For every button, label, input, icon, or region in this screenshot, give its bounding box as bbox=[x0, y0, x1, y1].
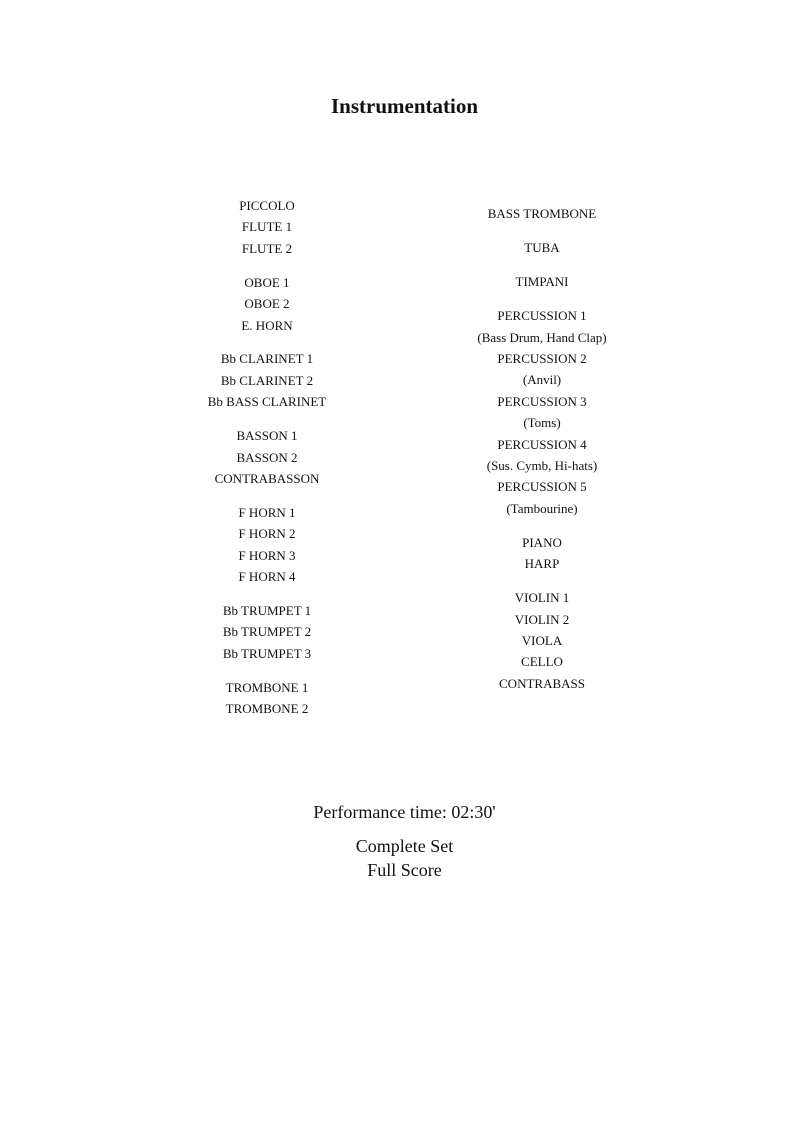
instrument-detail: (Sus. Cymb, Hi-hats) bbox=[486, 458, 598, 474]
instrument-name: VIOLA bbox=[521, 632, 563, 648]
instrument-name: PERCUSSION 5 bbox=[497, 479, 587, 495]
instrument-detail: (Tambourine) bbox=[506, 500, 578, 516]
instrument-group-keyboards bbox=[412, 532, 672, 575]
instrument-name: F HORN 1 bbox=[238, 504, 296, 520]
instrument-name: OBOE 2 bbox=[244, 296, 290, 312]
instrument-name: PERCUSSION 4 bbox=[497, 436, 587, 452]
instrument-group-horns bbox=[137, 502, 397, 588]
instrument-name: Bb TRUMPET 1 bbox=[222, 603, 312, 618]
instrument-name: F HORN 3 bbox=[238, 547, 296, 563]
page-title: Instrumentation bbox=[330, 94, 478, 118]
instrument-name: TROMBONE 1 bbox=[225, 679, 309, 695]
instrument-name: PIANO bbox=[522, 534, 562, 550]
instrument-name: FLUTE 1 bbox=[241, 219, 293, 235]
instrument-name: OBOE 1 bbox=[244, 274, 290, 290]
instrument-name: Bb BASS CLARINET bbox=[207, 394, 327, 410]
instrument-name: VIOLIN 2 bbox=[514, 611, 570, 627]
instrument-name: TIMPANI bbox=[515, 274, 569, 290]
instrument-group-strings bbox=[412, 587, 672, 694]
instrument-name: F HORN 2 bbox=[238, 526, 296, 542]
instrument-name: FLUTE 2 bbox=[241, 240, 293, 256]
instrument-group-bass-trombone bbox=[412, 203, 672, 224]
instrument-name: Bb TRUMPET 2 bbox=[222, 624, 312, 640]
instrument-name: PICCOLO bbox=[239, 198, 295, 213]
instrument-list-right bbox=[412, 203, 672, 707]
score-set-info bbox=[0, 834, 809, 882]
instrument-name: VIOLIN 1 bbox=[514, 590, 570, 606]
instrument-name: CONTRABASSON bbox=[214, 470, 320, 486]
instrument-name: CONTRABASS bbox=[499, 675, 585, 691]
instrument-group-flutes bbox=[137, 195, 397, 259]
instrument-group-oboes bbox=[137, 272, 397, 336]
instrument-detail: (Bass Drum, Hand Clap) bbox=[477, 329, 607, 345]
instrument-name: TUBA bbox=[524, 240, 560, 256]
instrument-group-bassoons bbox=[137, 425, 397, 489]
instrument-name: BASSON 2 bbox=[236, 449, 298, 465]
instrument-detail: (Toms) bbox=[523, 415, 561, 431]
instrument-name: CELLO bbox=[521, 654, 563, 670]
instrument-group-trombones bbox=[137, 677, 397, 720]
instrument-name: PERCUSSION 1 bbox=[497, 308, 587, 324]
instrument-group-percussion bbox=[412, 305, 672, 519]
instrument-name: PERCUSSION 3 bbox=[497, 393, 587, 409]
instrument-name: F HORN 4 bbox=[238, 569, 296, 585]
instrument-group-trumpets bbox=[137, 600, 397, 664]
instrument-group-tuba bbox=[412, 237, 672, 258]
instrument-name: TROMBONE 2 bbox=[225, 701, 309, 717]
instrument-detail: (Anvil) bbox=[522, 372, 562, 388]
instrument-name: Bb CLARINET 2 bbox=[220, 372, 314, 388]
instrument-name: Bb TRUMPET 3 bbox=[222, 645, 312, 661]
instrument-name: Bb CLARINET 1 bbox=[220, 351, 314, 367]
score-label: Full Score bbox=[367, 860, 442, 880]
instrument-name: E. HORN bbox=[241, 317, 293, 333]
instrument-group-clarinets bbox=[137, 348, 397, 412]
performance-time: Performance time: 02:30' bbox=[313, 802, 496, 822]
instrument-name: BASS TROMBONE bbox=[487, 206, 597, 221]
instrument-name: BASSON 1 bbox=[236, 428, 298, 444]
instrument-group-timpani bbox=[412, 271, 672, 292]
set-label: Complete Set bbox=[355, 836, 454, 856]
instrument-name: PERCUSSION 2 bbox=[497, 351, 587, 367]
instrument-list-left bbox=[137, 195, 397, 732]
instrument-name: HARP bbox=[524, 556, 560, 572]
